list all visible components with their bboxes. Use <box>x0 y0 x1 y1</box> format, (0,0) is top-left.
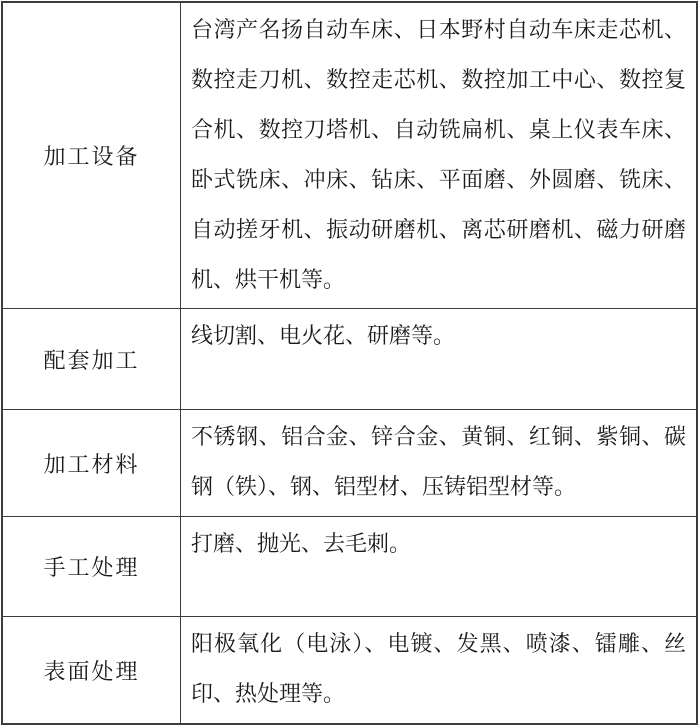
row-label: 配套加工 <box>43 347 140 373</box>
table-row <box>3 616 696 723</box>
row-content: 打磨、抛光、去毛刺。 <box>191 531 412 556</box>
row-content-cell <box>181 3 696 308</box>
row-label: 加工材料 <box>43 451 140 477</box>
row-label-cell <box>3 617 181 723</box>
row-content-cell <box>181 617 696 723</box>
row-label-cell <box>3 3 181 308</box>
row-label: 手工处理 <box>43 555 140 580</box>
row-content: 不锈钢、铝合金、锌合金、黄铜、红铜、紫铜、碳钢（铁）、钢、铝型材、压铸铝型材等。 <box>191 424 686 499</box>
row-content-cell <box>181 410 696 516</box>
row-label: 表面处理 <box>43 658 140 684</box>
table-row <box>3 308 696 409</box>
row-label-cell <box>3 410 181 516</box>
row-content: 台湾产名扬自动车床、日本野村自动车床走芯机、数控走刀机、数控走芯机、数控加工中心、数控复合机、数控刀塔机、自动铣扁机、桌上仪表车床、卧式铣床、冲床、钻床、平面磨、外圆磨、铣床、自动搓牙机、振动研磨机、离芯研磨机、磁力研磨机、烘干机等。 <box>191 17 686 292</box>
row-content-cell <box>181 309 696 409</box>
table-row <box>3 409 696 516</box>
table-row <box>3 516 696 616</box>
row-content: 线切割、电火花、研磨等。 <box>191 323 456 348</box>
row-label-cell <box>3 517 181 616</box>
row-label: 加工设备 <box>43 144 140 169</box>
row-content-cell <box>181 517 696 616</box>
table-row <box>3 3 696 308</box>
row-label-cell <box>3 309 181 409</box>
row-content: 阳极氧化（电泳）、电镀、发黑、喷漆、镭雕、丝印、热处理等。 <box>191 631 686 706</box>
process-capability-table <box>1 1 698 725</box>
